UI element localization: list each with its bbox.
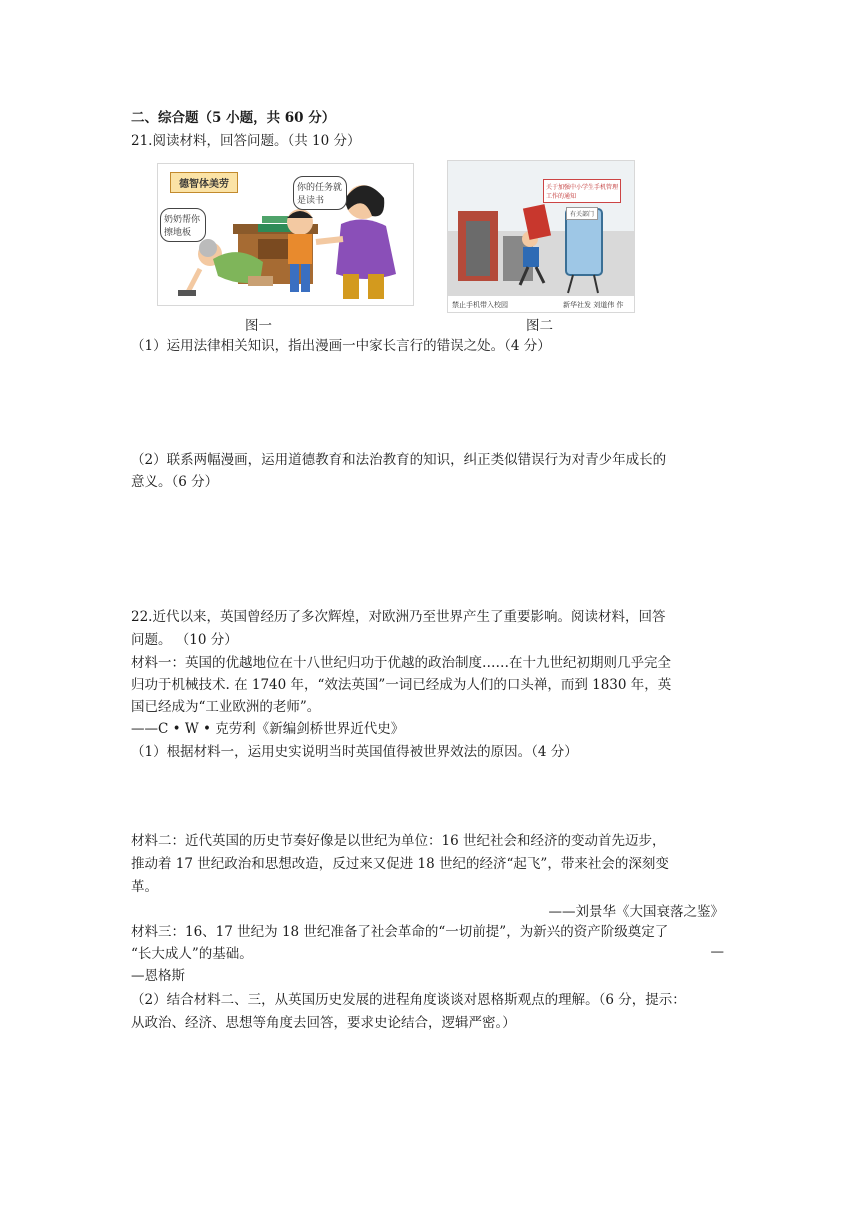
q21-subquestion-1: （1）运用法律相关知识，指出漫画一中家长言行的错误之处。（4 分） — [131, 338, 551, 354]
question-21-stem: 21.阅读材料，回答问题。（共 10 分） — [131, 133, 361, 149]
q22-subquestion-2-line-1: （2）结合材料二、三，从英国历史发展的进程角度谈谈对恩格斯观点的理解。（6 分，提示： — [131, 992, 686, 1008]
material-1-line-1: 材料一：英国的优越地位在十八世纪归功于优越的政治制度……在十九世纪初期则几乎完全 — [131, 655, 671, 671]
material-3-dash: — — [710, 944, 724, 960]
figure-2-caption: 图二 — [526, 318, 553, 334]
cartoon-2-footer-left: 禁止手机带入校园 — [452, 301, 508, 309]
q21-subquestion-2-line-2: 意义。（6 分） — [131, 474, 219, 490]
cartoon-figure-2 — [447, 160, 635, 313]
material-1-line-3: 国已经成为“工业欧洲的老师”。 — [131, 699, 321, 715]
material-2-line-1: 材料二：近代英国的历史节奏好像是以世纪为单位：16 世纪社会和经济的变动首先迈步， — [131, 833, 666, 849]
q22-subquestion-2-line-2: 从政治、经济、思想等角度去回答，要求史论结合，逻辑严密。） — [131, 1015, 516, 1031]
material-3-line-1: 材料三：16、17 世纪为 18 世纪准备了社会革命的“一切前提”，为新兴的资产阶级奠定了 — [131, 924, 669, 940]
material-3-line-2: “长大成人”的基础。 — [131, 946, 253, 962]
section-title: 二、综合题（5 小题，共 60 分） — [131, 110, 336, 126]
material-2-source: ——刘景华《大国衰落之鉴》 — [548, 904, 724, 920]
cartoon-2-footer-right: 新华社发 刘道伟 作 — [563, 301, 624, 309]
cartoon-1-parent-bubble: 你的任务就是读书 — [293, 176, 347, 210]
cartoon-figure-1 — [157, 163, 414, 306]
q21-subquestion-2-line-1: （2）联系两幅漫画，运用道德教育和法治教育的知识，纠正类似错误行为对青少年成长的 — [131, 452, 667, 468]
figure-1-caption: 图一 — [245, 318, 272, 334]
material-3-source: —恩格斯 — [131, 968, 185, 984]
material-1-source: ——C • W • 克劳利《新编剑桥世界近代史》 — [131, 721, 405, 737]
question-22-stem-line-1: 22.近代以来，英国曾经历了多次辉煌，对欧洲乃至世界产生了重要影响。阅读材料，回答 — [131, 609, 666, 625]
q22-subquestion-1: （1）根据材料一，运用史实说明当时英国值得被世界效法的原因。（4 分） — [131, 744, 578, 760]
material-2-line-3: 革。 — [131, 879, 158, 895]
question-22-stem-line-2: 问题。 （10 分） — [131, 632, 238, 648]
cartoon-1-sign: 德智体美劳 — [170, 172, 238, 193]
material-1-line-2: 归功于机械技术. 在 1740 年，“效法英国”一词已经成为人们的口头禅，而到 1830 年，英 — [131, 677, 672, 693]
material-2-line-2: 推动着 17 世纪政治和思想改造，反过来又促进 18 世纪的经济“起飞”，带来社会的深刻变 — [131, 856, 669, 872]
cartoon-2-notice: 关于加强中小学生手机管理工作的通知 — [543, 179, 621, 203]
cartoon-2-department-tag: 有关部门 — [566, 207, 598, 220]
cartoon-1-grandma-bubble: 奶奶帮你擦地板 — [160, 208, 206, 242]
